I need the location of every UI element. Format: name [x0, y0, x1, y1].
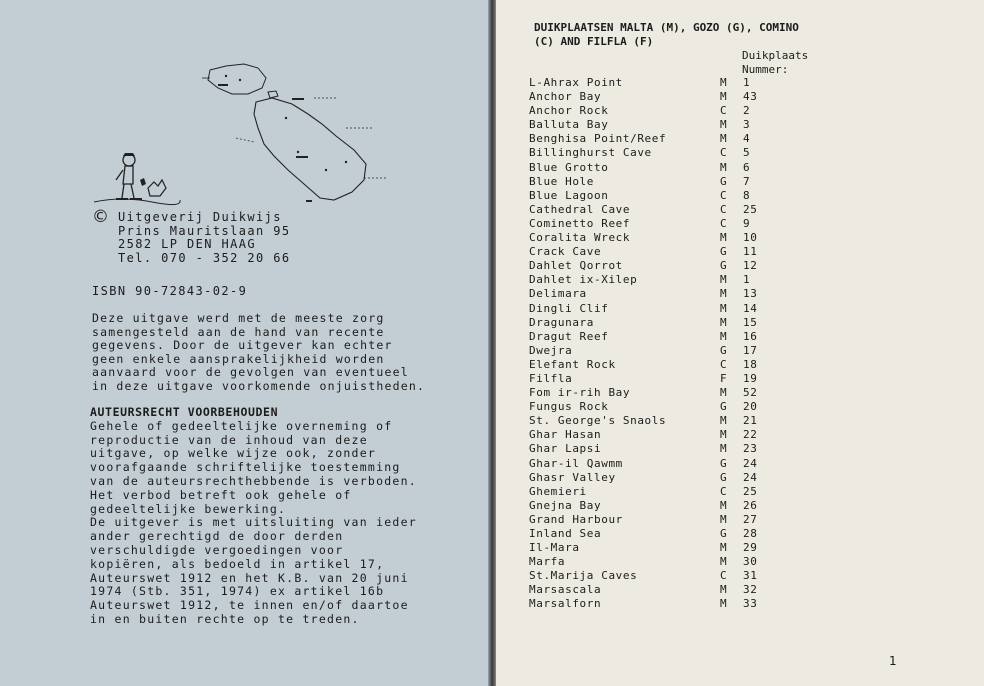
dive-site-row [529, 499, 789, 513]
disclaimer-line: gegevens. Door de uitgever kan echter [92, 338, 393, 353]
site-number: 8 [743, 188, 751, 202]
site-island-code: C [720, 216, 728, 230]
site-island-code: M [720, 442, 728, 456]
copyright-line: kopiëren, als bedoeld in artikel 17, [90, 556, 385, 571]
site-name: Dahlet Qorrot [529, 259, 623, 273]
dive-site-row [529, 555, 789, 569]
site-number: 18 [743, 357, 758, 371]
dive-site-row [529, 457, 789, 471]
site-number: 28 [743, 527, 758, 540]
publisher-name: Uitgeverij Duikwijs [118, 210, 282, 224]
site-island-code: M [720, 287, 728, 301]
dive-site-row [529, 161, 789, 175]
column-header-line: Duikplaats [742, 49, 809, 62]
copyright-line: De uitgever is met uitsluiting van ieder [90, 515, 417, 530]
copyright-section [90, 406, 417, 627]
site-island-code: C [720, 357, 728, 371]
site-name: St.Marija Caves [529, 569, 638, 583]
site-name: Marfa [529, 555, 566, 569]
site-name: Blue Lagoon [529, 188, 609, 202]
site-name: Blue Grotto [529, 160, 609, 174]
dive-site-row [529, 358, 789, 372]
publisher-phone: Tel. 070 - 352 20 66 [118, 250, 291, 265]
site-name: Fungus Rock [529, 400, 609, 414]
dive-site-row [529, 386, 789, 400]
copyright-line: gedeeltelijke bewerking. [90, 501, 287, 516]
publisher-city: 2582 LP DEN HAAG [118, 237, 256, 251]
site-number: 1 [743, 273, 751, 287]
dive-site-row [529, 287, 789, 301]
site-name: L-Ahrax Point [529, 76, 623, 89]
title-line: (C) AND FILFLA (F) [534, 34, 654, 48]
site-number: 16 [743, 329, 758, 343]
site-island-code: G [720, 174, 728, 188]
dive-site-row [529, 259, 789, 273]
site-number: 24 [743, 456, 758, 470]
dive-site-row [529, 245, 789, 259]
site-number: 33 [743, 597, 758, 611]
dive-site-row [529, 273, 789, 287]
dive-site-row [529, 175, 789, 189]
copyright-line: ander gerechtigd de door derden [90, 529, 344, 544]
site-number: 15 [743, 315, 758, 329]
dive-site-row [529, 316, 789, 330]
site-island-code: C [720, 104, 728, 118]
dive-site-row [529, 104, 789, 118]
site-island-code: C [720, 146, 728, 160]
site-island-code: M [720, 555, 728, 569]
isbn-line: ISBN 90-72843-02-9 [92, 284, 248, 298]
dive-site-row [529, 541, 789, 555]
site-island-code: G [720, 400, 728, 414]
site-name: Ghar Lapsi [529, 442, 602, 456]
site-island-code: C [720, 569, 728, 583]
site-number: 52 [743, 386, 758, 400]
site-name: Fom ir-rih Bay [529, 386, 631, 400]
site-island-code: M [720, 583, 728, 597]
site-island-code: M [720, 428, 728, 442]
dive-site-row [529, 189, 789, 203]
site-name: Il-Mara [529, 541, 580, 555]
copyright-heading: AUTEURSRECHT VOORBEHOUDEN [90, 405, 279, 419]
disclaimer-line: in deze uitgave voorkomende onjuistheden. [92, 378, 426, 393]
site-number: 1 [743, 76, 751, 89]
dive-site-row [529, 132, 789, 146]
site-island-code: M [720, 118, 728, 132]
site-number: 5 [743, 146, 751, 160]
site-name: Cominetto Reef [529, 216, 631, 230]
dive-site-row [529, 400, 789, 414]
site-name: Delimara [529, 287, 587, 301]
dive-site-list [529, 76, 789, 612]
dive-site-row [529, 231, 789, 245]
dive-site-row [529, 569, 789, 583]
site-island-code: M [720, 414, 728, 428]
site-number: 10 [743, 231, 758, 245]
site-name: Dragut Reef [529, 329, 609, 343]
site-island-code: M [720, 541, 728, 555]
site-number: 21 [743, 414, 758, 428]
dive-site-row [529, 217, 789, 231]
site-number: 23 [743, 442, 758, 456]
site-number: 2 [743, 104, 751, 118]
page-number: 1 [889, 654, 897, 668]
disclaimer-line: geen enkele aansprakelijkheid worden [92, 351, 385, 366]
dive-site-row [529, 597, 789, 611]
copyright-line: van de auteursrechthebbende is verboden. [90, 473, 417, 488]
publisher-block [92, 207, 291, 265]
copyright-line: Gehele of gedeeltelijke overneming of [90, 418, 393, 433]
disclaimer-line: samengesteld aan de hand van recente [92, 324, 385, 339]
site-number: 25 [743, 484, 758, 498]
site-island-code: G [720, 343, 728, 357]
site-name: Elefant Rock [529, 357, 616, 371]
left-page [0, 0, 490, 686]
dive-site-row [529, 372, 789, 386]
site-island-code: M [720, 231, 728, 245]
site-name: Coralita Wreck [529, 231, 631, 245]
site-name: Filfla [529, 371, 573, 385]
site-name: Ghemieri [529, 484, 587, 498]
site-island-code: G [720, 470, 728, 484]
site-name: Balluta Bay [529, 118, 609, 132]
site-number: 22 [743, 428, 758, 442]
dive-site-row [529, 414, 789, 428]
site-number: 27 [743, 512, 758, 526]
site-island-code: M [720, 498, 728, 512]
site-island-code: G [720, 245, 728, 259]
site-island-code: F [720, 371, 728, 385]
site-number: 43 [743, 90, 758, 104]
site-island-code: M [720, 132, 728, 146]
site-number: 12 [743, 259, 758, 273]
dive-site-row [529, 302, 789, 316]
site-number: 25 [743, 202, 758, 216]
dive-site-row [529, 442, 789, 456]
site-name: Anchor Rock [529, 104, 609, 118]
site-number: 11 [743, 245, 758, 259]
dive-site-row [529, 118, 789, 132]
copyright-symbol: © [92, 207, 111, 227]
copyright-line: Auteurswet 1912 en het K.B. van 20 juni [90, 570, 409, 585]
site-number: 31 [743, 569, 758, 583]
dive-site-row [529, 527, 789, 541]
site-name: Dahlet ix-Xilep [529, 273, 638, 287]
site-name: Dingli Clif [529, 301, 609, 315]
site-island-code: C [720, 202, 728, 216]
site-number: 30 [743, 555, 758, 569]
site-number: 3 [743, 118, 751, 132]
site-island-code: M [720, 315, 728, 329]
site-island-code: G [720, 259, 728, 273]
disclaimer-line: aanvaard voor de gevolgen van eventueel [92, 365, 409, 380]
site-number: 26 [743, 498, 758, 512]
dive-site-row [529, 583, 789, 597]
publisher-street: Prins Mauritslaan 95 [118, 223, 291, 238]
site-name: Marsascala [529, 583, 602, 597]
site-number-column-header [742, 49, 808, 77]
dive-site-row [529, 146, 789, 160]
dive-site-row [529, 76, 789, 90]
copyright-line: 1974 (Stb. 351, 1974) ex artikel 16b [90, 584, 385, 599]
site-name: Blue Hole [529, 174, 595, 188]
disclaimer-line: Deze uitgave werd met de meeste zorg [92, 311, 385, 325]
site-island-code: M [720, 329, 728, 343]
dive-site-row [529, 203, 789, 217]
site-island-code: M [720, 76, 728, 89]
site-island-code: M [720, 512, 728, 526]
site-number: 4 [743, 132, 751, 146]
copyright-line: verschuldigde vergoedingen voor [90, 542, 344, 557]
site-number: 17 [743, 343, 758, 357]
site-name: Benghisa Point/Reef [529, 132, 667, 146]
dive-sites-title [534, 21, 799, 48]
site-name: Ghar-il Qawmm [529, 456, 623, 470]
site-number: 6 [743, 160, 751, 174]
site-name: Grand Harbour [529, 512, 623, 526]
site-number: 13 [743, 287, 758, 301]
dive-site-row [529, 471, 789, 485]
site-number: 9 [743, 216, 751, 230]
disclaimer-paragraph [92, 312, 425, 394]
site-number: 32 [743, 583, 758, 597]
site-number: 20 [743, 400, 758, 414]
dive-site-row [529, 485, 789, 499]
site-name: Dragunara [529, 315, 595, 329]
site-name: St. George's Snaols [529, 414, 667, 428]
site-number: 14 [743, 301, 758, 315]
site-island-code: G [720, 456, 728, 470]
site-island-code: M [720, 273, 728, 287]
site-name: Billinghurst Cave [529, 146, 652, 160]
site-name: Gnejna Bay [529, 498, 602, 512]
site-name: Marsalforn [529, 597, 602, 611]
site-island-code: M [720, 597, 728, 611]
site-island-code: C [720, 188, 728, 202]
site-island-code: M [720, 301, 728, 315]
site-island-code: G [720, 527, 728, 540]
site-name: Ghar Hasan [529, 428, 602, 442]
site-island-code: C [720, 484, 728, 498]
copyright-line: reproductie van de inhoud van deze [90, 432, 368, 447]
dive-site-row [529, 90, 789, 104]
site-number: 7 [743, 174, 751, 188]
dive-site-row [529, 344, 789, 358]
site-number: 24 [743, 470, 758, 484]
diver-cartoon-illustration [92, 150, 182, 208]
site-island-code: M [720, 160, 728, 174]
dive-site-row [529, 428, 789, 442]
column-header-line: Nummer: [742, 63, 789, 76]
site-number: 19 [743, 371, 758, 385]
copyright-line: Het verbod betreft ook gehele of [90, 487, 352, 502]
site-name: Cathedral Cave [529, 202, 631, 216]
site-name: Ghasr Valley [529, 470, 616, 484]
copyright-line: in en buiten rechte op te treden. [90, 611, 360, 626]
site-island-code: M [720, 386, 728, 400]
site-name: Crack Cave [529, 245, 602, 259]
copyright-line: Auteurswet 1912, te innen en/of daartoe [90, 598, 409, 613]
site-number: 29 [743, 541, 758, 555]
copyright-line: uitgave, op welke wijze ook, zonder [90, 446, 377, 461]
site-island-code: M [720, 90, 728, 104]
title-line: DUIKPLAATSEN MALTA (M), GOZO (G), COMINO [534, 21, 799, 34]
malta-map-illustration [196, 58, 392, 208]
dive-site-row [529, 330, 789, 344]
dive-site-row [529, 513, 789, 527]
site-name: Anchor Bay [529, 90, 602, 104]
site-name: Inland Sea [529, 527, 602, 540]
site-name: Dwejra [529, 343, 573, 357]
copyright-line: voorafgaande schriftelijke toestemming [90, 460, 401, 475]
